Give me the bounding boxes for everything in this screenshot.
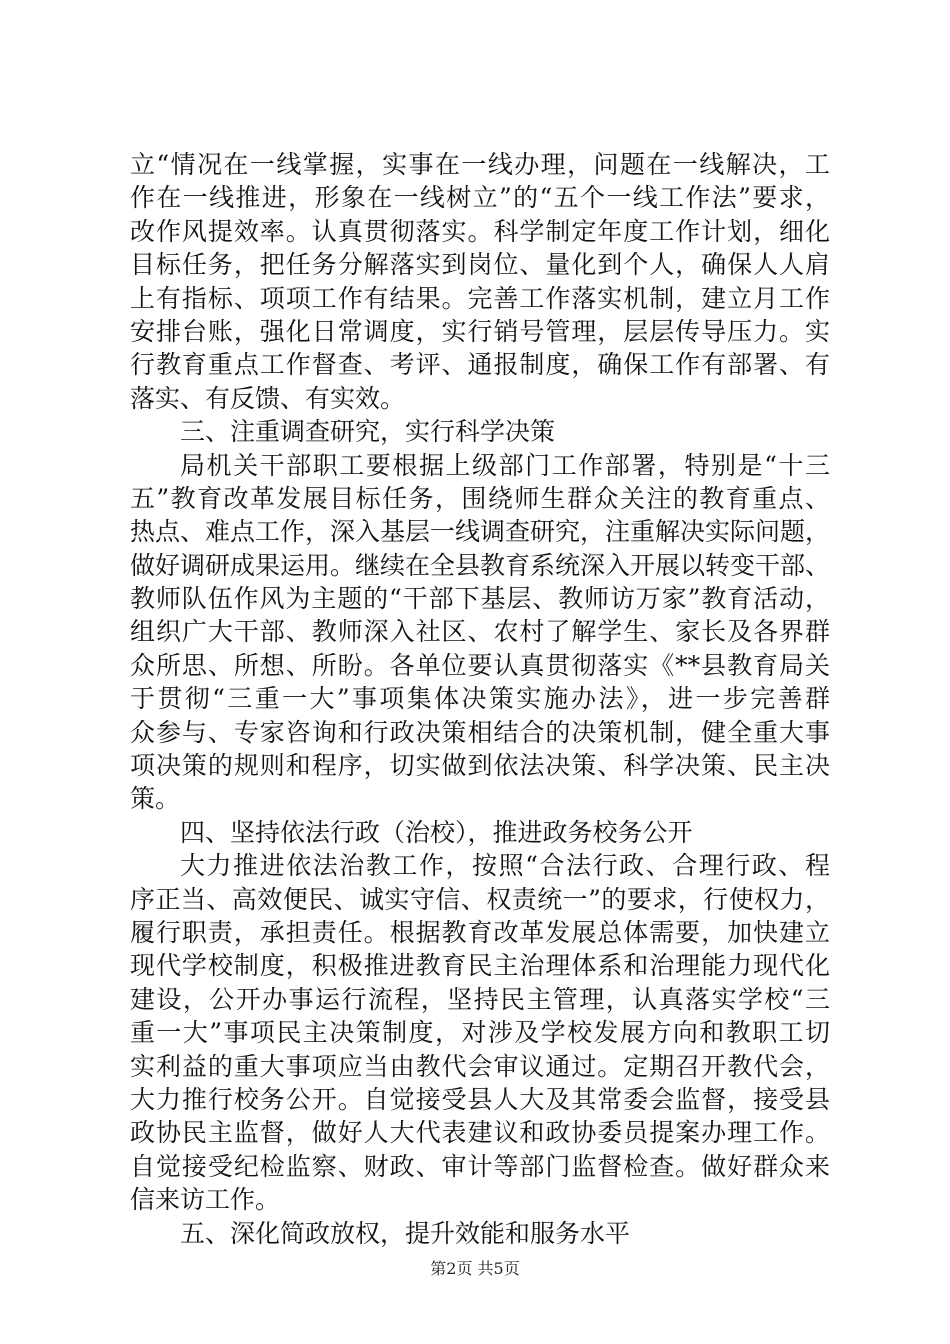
text-line: 众参与、专家咨询和行政决策相结合的决策机制，健全重大事 bbox=[130, 717, 830, 747]
text-line: 于贯彻“三重一大”事项集体决策实施办法》，进一步完善群 bbox=[130, 684, 830, 714]
text-line: 上有指标、项项工作有结果。完善工作落实机制，建立月工作 bbox=[130, 283, 830, 313]
text-line: 立“情况在一线掌握，实事在一线办理，问题在一线解决，工 bbox=[130, 150, 830, 179]
text-line: 建设，公开办事运行流程，坚持民主管理，认真落实学校“三 bbox=[130, 984, 830, 1014]
text-line: 行教育重点工作督查、考评、通报制度，确保工作有部署、有 bbox=[130, 350, 830, 380]
text-line: 五”教育改革发展目标任务，围绕师生群众关注的教育重点、 bbox=[130, 483, 830, 513]
text-line: 实利益的重大事项应当由教代会审议通过。定期召开教代会， bbox=[130, 1051, 830, 1081]
text-line: 自觉接受纪检监察、财政、审计等部门监督检查。做好群众来 bbox=[130, 1151, 830, 1181]
text-line: 信来访工作。 bbox=[130, 1185, 281, 1215]
text-line: 组织广大干部、教师深入社区、农村了解学生、家长及各界群 bbox=[130, 617, 830, 647]
text-line: 政协民主监督，做好人大代表建议和政协委员提案办理工作。 bbox=[130, 1118, 830, 1148]
section-heading: 四、坚持依法行政（治校），推进政务校务公开 bbox=[180, 817, 693, 847]
section-heading: 三、注重调查研究，实行科学决策 bbox=[180, 417, 556, 447]
text-line: 现代学校制度，积极推进教育民主治理体系和治理能力现代化 bbox=[130, 951, 830, 981]
text-line: 安排台账，强化日常调度，实行销号管理，层层传导压力。实 bbox=[130, 316, 830, 346]
text-line: 众所思、所想、所盼。各单位要认真贯彻落实《**县教育局关 bbox=[130, 650, 830, 680]
text-line: 热点、难点工作，深入基层一线调查研究，注重解决实际问题， bbox=[130, 517, 830, 547]
text-line: 做好调研成果运用。继续在全县教育系统深入开展以转变干部、 bbox=[130, 550, 830, 580]
text-line: 作在一线推进，形象在一线树立”的“五个一线工作法”要求， bbox=[130, 183, 830, 213]
text-line: 序正当、高效便民、诚实守信、权责统一”的要求，行使权力， bbox=[130, 884, 830, 914]
text-line: 落实、有反馈、有实效。 bbox=[130, 383, 406, 413]
text-line: 重一大”事项民主决策制度，对涉及学校发展方向和教职工切 bbox=[130, 1018, 830, 1048]
text-line: 履行职责，承担责任。根据教育改革发展总体需要，加快建立 bbox=[130, 917, 830, 947]
text-line: 局机关干部职工要根据上级部门工作部署，特别是“十三 bbox=[180, 450, 830, 480]
text-line: 策。 bbox=[130, 784, 181, 814]
section-heading: 五、深化简政放权，提升效能和服务水平 bbox=[180, 1218, 631, 1248]
page-number-footer: 第2页 共5页 bbox=[430, 1259, 520, 1278]
text-line: 项决策的规则和程序，切实做到依法决策、科学决策、民主决 bbox=[130, 751, 830, 781]
text-line: 大力推行校务公开。自觉接受县人大及其常委会监督，接受县 bbox=[130, 1084, 830, 1114]
text-line: 教师队伍作风为主题的“干部下基层、教师访万家”教育活动， bbox=[130, 584, 830, 614]
text-line: 改作风提效率。认真贯彻落实。科学制定年度工作计划，细化 bbox=[130, 216, 830, 246]
text-line: 目标任务，把任务分解落实到岗位、量化到个人，确保人人肩 bbox=[130, 250, 830, 280]
document-body bbox=[130, 148, 830, 1250]
text-line: 大力推进依法治教工作，按照“合法行政、合理行政、程 bbox=[180, 851, 830, 881]
